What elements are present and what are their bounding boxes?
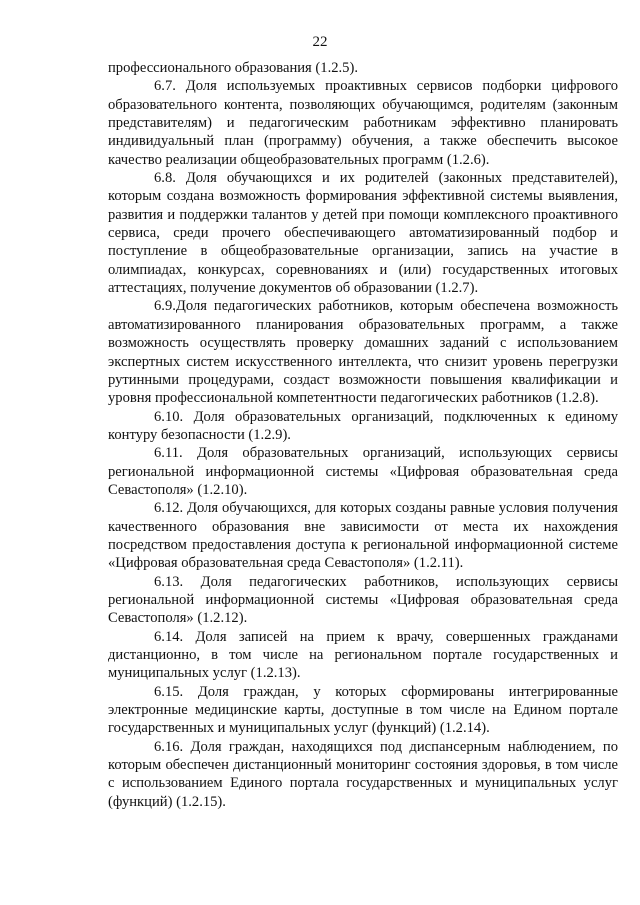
paragraph-6-13: 6.13. Доля педагогических работников, использующих сервисы региональной информационной системы «Цифровая образовательная среда Севастополя» (1.2.12). bbox=[108, 573, 618, 627]
document-body bbox=[108, 59, 618, 811]
paragraph-continuation: профессионального образования (1.2.5). bbox=[108, 60, 358, 76]
paragraph-6-15: 6.15. Доля граждан, у которых сформированы интегрированные электронные медицинские карты, доступные в том числе на Едином портале государственных и муниципальных услуг (функций) (1.2.14). bbox=[108, 683, 618, 737]
paragraph-6-16: 6.16. Доля граждан, находящихся под диспансерным наблюдением, по которым обеспечен дистанционный мониторинг состояния здоровья, в том числе с использованием Единого портала государственных и муниципальных услуг (функций) (1.2.15). bbox=[108, 738, 618, 810]
paragraph-6-7: 6.7. Доля используемых проактивных сервисов подборки цифрового образовательного контента, позволяющих обучающимся, родителям (законным представителям) и педагогическим работникам эффективно планировать индивидуальный план (программу) обучения, а также обеспечить высокое качество реализации общеобразовательных программ (1.2.6). bbox=[108, 78, 618, 168]
page-number: 22 bbox=[312, 34, 328, 50]
paragraph-6-10: 6.10. Доля образовательных организаций, подключенных к единому контуру безопасности (1.2.9). bbox=[108, 408, 618, 443]
paragraph-6-9: 6.9.Доля педагогических работников, которым обеспечена возможность автоматизированного планирования образовательных программ, а также возможность осуществлять проверку домашних заданий с использованием экспертных систем искусственного интеллекта, что снизит уровень перегрузки рутинными процедурами, создаст возможности повышения квалификации и уровня профессиональной компетентности педагогических работников (1.2.8). bbox=[108, 298, 618, 407]
paragraph-6-12: 6.12. Доля обучающихся, для которых созданы равные условия получения качественного образования вне зависимости от места их нахождения посредством предоставления доступа к региональной информационной системе «Цифровая образовательная среда Севастополя» (1.2.11). bbox=[108, 500, 618, 572]
paragraph-6-11: 6.11. Доля образовательных организаций, использующих сервисы региональной информационной системы «Цифровая образовательная среда Севастополя» (1.2.10). bbox=[108, 445, 618, 498]
paragraph-6-8: 6.8. Доля обучающихся и их родителей (законных представителей), которым создана возможность формирования эффективной системы выявления, развития и поддержки талантов у детей при помощи комплексного проактивного сервиса, среди прочего обеспечивающего автоматизированный подбор и поступление в общеобразовательные организации, запись на участие в олимпиадах, конкурсах, соревнованиях и (или) государственных итоговых аттестациях, получение документов об образовании (1.2.7). bbox=[108, 170, 618, 297]
paragraph-6-14: 6.14. Доля записей на прием к врачу, совершенных гражданами дистанционно, в том числе на региональном портале государственных и муниципальных услуг (1.2.13). bbox=[108, 628, 618, 682]
